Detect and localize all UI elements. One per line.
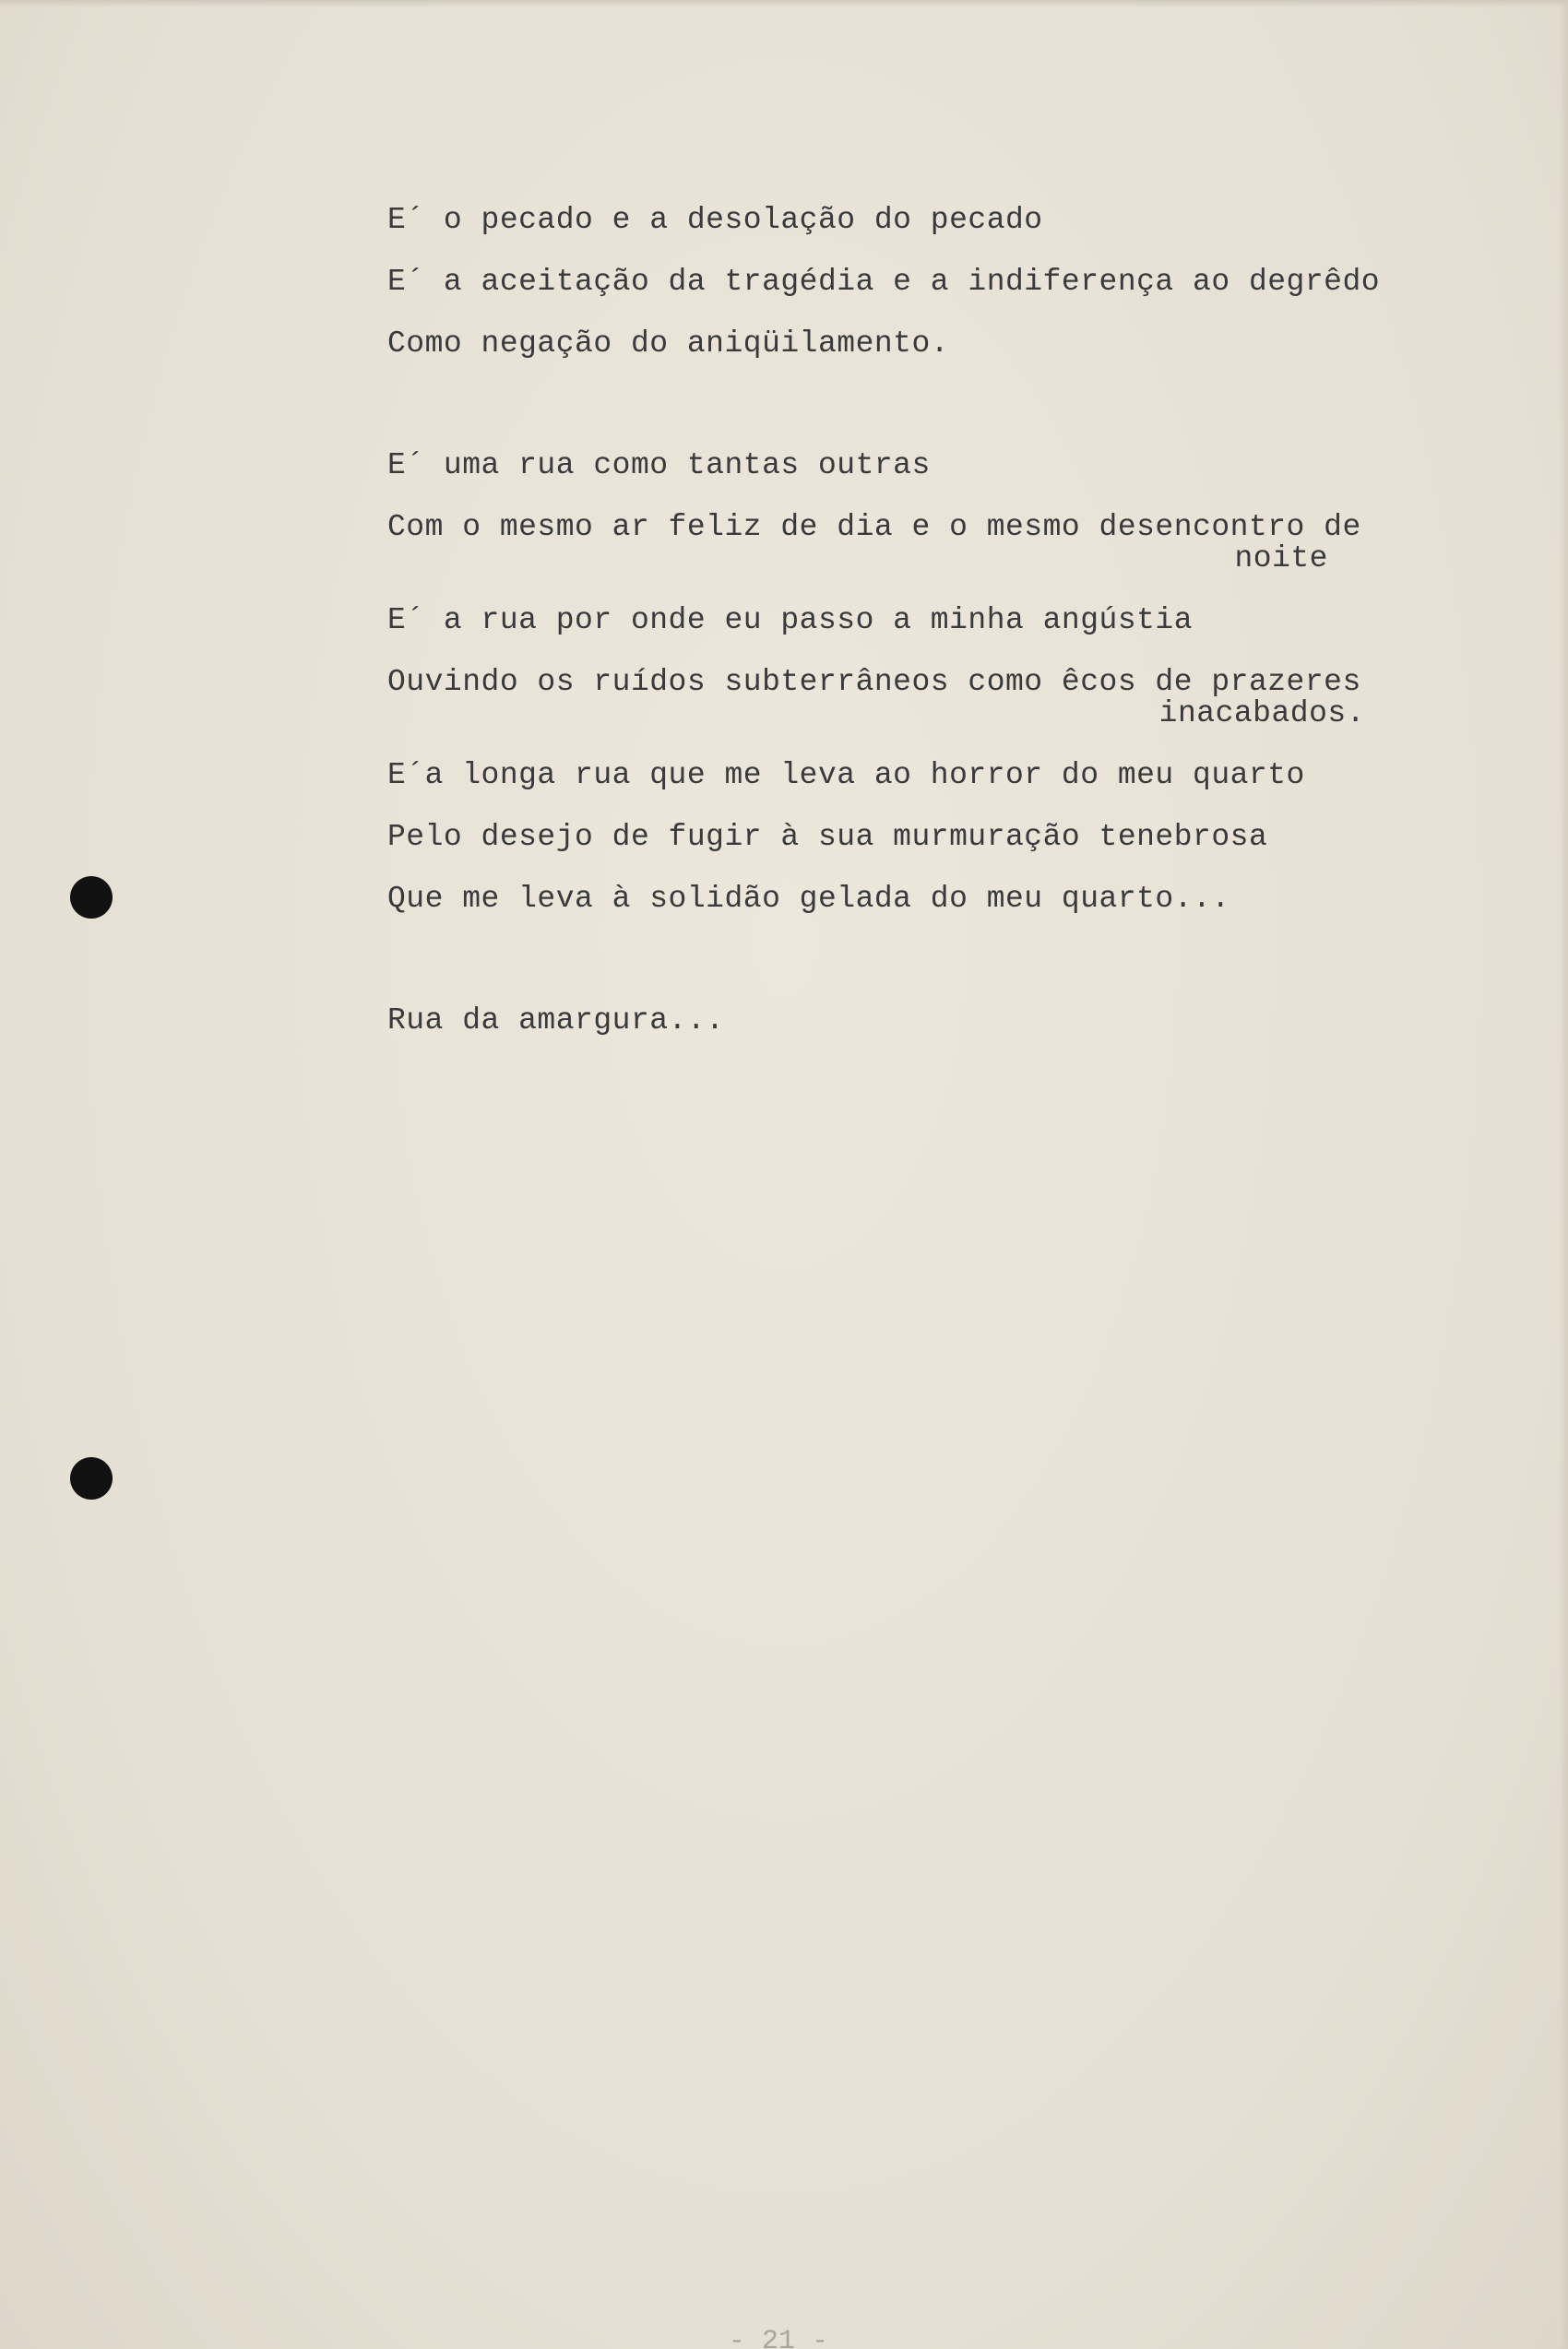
poem-line: E´ uma rua como tantas outras [387,448,931,482]
poem-line-continuation: inacabados. [1158,696,1365,730]
poem-line: Ouvindo os ruídos subterrâneos como êcos de prazeres [387,665,1361,699]
punch-hole [70,876,113,919]
poem-line: E´a longa rua que me leva ao horror do meu quarto [387,758,1305,792]
paper-right-edge [1559,0,1568,2349]
poem-line: Que me leva à solidão gelada do meu quarto... [387,882,1230,916]
stanza-break [387,390,1365,450]
poem-line: E´ a aceitação da tragédia e a indiferença ao degrêdo [387,265,1381,299]
paper-top-edge [0,0,1568,7]
poem-line: Como negação do aniqüilamento. [387,326,950,361]
poem-line: Com o mesmo ar feliz de dia e o mesmo desencontro de [387,510,1361,544]
poem-line: Rua da amargura... [387,1003,725,1038]
stanza-break [387,945,1365,1005]
poem-line-continuation: noite [1234,541,1328,575]
poem-line: E´ o pecado e a desolação do pecado [387,203,1043,237]
page-number: - 21 - [729,2326,829,2349]
poem-text [387,203,1381,1067]
poem-line: Pelo desejo de fugir à sua murmuração tenebrosa [387,820,1268,854]
punch-hole [70,1457,113,1500]
poem-line: E´ a rua por onde eu passo a minha angústia [387,603,1194,637]
